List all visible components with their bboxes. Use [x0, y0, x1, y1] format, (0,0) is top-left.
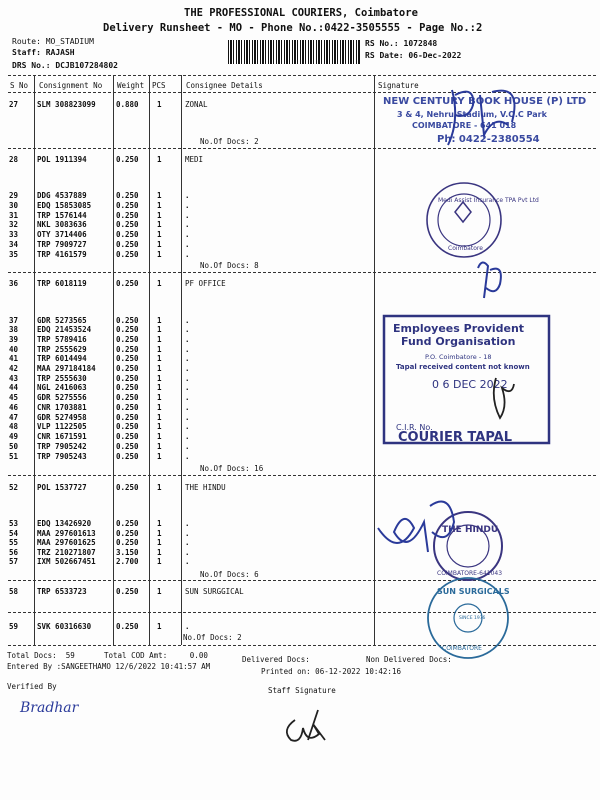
- table-cell-sno: 53: [9, 519, 19, 528]
- stamp-line: C.I.R. No.: [396, 423, 433, 432]
- table-cell-pcs: 1: [157, 548, 162, 557]
- stamp-line: NEW CENTURY BOOK HOUSE (P) LTD: [383, 96, 587, 107]
- table-cell-pcs: 1: [157, 374, 162, 383]
- signature-scribble: [448, 90, 515, 145]
- table-cell-pcs: 1: [157, 383, 162, 392]
- table-cell-wt: 0.250: [116, 240, 139, 249]
- table-cell-cno: OTY 3714406: [37, 230, 87, 239]
- table-cell-sno: 42: [9, 364, 19, 373]
- doc-count: No.Of Docs: 8: [200, 261, 259, 270]
- signature-scribble: [494, 378, 514, 418]
- table-cell-sno: 35: [9, 250, 19, 259]
- table-cell-cons: .: [185, 557, 190, 566]
- stamp-line: Ph: 0422-2380554: [437, 134, 540, 145]
- table-cell-cno: NKL 3083636: [37, 220, 87, 229]
- table-cell-cons: .: [185, 393, 190, 402]
- table-cell-cons: MEDI: [185, 155, 204, 164]
- table-cell-sno: 36: [9, 279, 19, 288]
- table-cell-wt: 0.250: [116, 279, 139, 288]
- table-cell-wt: 0.250: [116, 335, 139, 344]
- table-cell-pcs: 1: [157, 403, 162, 412]
- table-cell-pcs: 1: [157, 316, 162, 325]
- col-signature: Signature: [378, 81, 419, 90]
- table-cell-cons: .: [185, 201, 190, 210]
- hindu-stamp: [434, 512, 502, 580]
- table-cell-wt: 0.250: [116, 422, 139, 431]
- table-cell-cons: .: [185, 519, 190, 528]
- table-cell-cno: MAA 297184184: [37, 364, 96, 373]
- table-cell-cons: .: [185, 230, 190, 239]
- table-cell-cons: .: [185, 374, 190, 383]
- stamp-date: 0 6 DEC 2022: [432, 378, 508, 391]
- table-cell-sno: 49: [9, 432, 19, 441]
- table-cell-wt: 0.250: [116, 393, 139, 402]
- table-cell-wt: 0.250: [116, 622, 139, 631]
- col-weight: Weight: [117, 81, 145, 90]
- table-cell-wt: 0.250: [116, 230, 139, 239]
- table-cell-sno: 40: [9, 345, 19, 354]
- col-consignee: Consignee Details: [186, 81, 263, 90]
- table-cell-sno: 46: [9, 403, 19, 412]
- table-cell-wt: 0.250: [116, 529, 139, 538]
- runsheet-subtitle: Delivery Runsheet - MO - Phone No.:0422-3505555 - Page No.:2: [103, 22, 483, 34]
- signature-scribble: [378, 502, 454, 552]
- stamp-line: 3 & 4, Nehru Stadium, V.O.C Park: [397, 110, 547, 119]
- rs-date-label: RS Date: 06-Dec-2022: [365, 51, 462, 60]
- table-cell-pcs: 1: [157, 413, 162, 422]
- table-cell-cons: .: [185, 316, 190, 325]
- col-divider-1: [34, 75, 35, 645]
- table-cell-cons: .: [185, 413, 190, 422]
- medi-assist-stamp: [427, 183, 539, 257]
- table-cell-cno: TRP 2555630: [37, 374, 87, 383]
- table-cell-cno: EDQ 15853085: [37, 201, 92, 210]
- table-cell-cons: .: [185, 383, 190, 392]
- table-cell-cno: TRP 7905242: [37, 442, 87, 451]
- table-cell-sno: 33: [9, 230, 19, 239]
- entered-by: Entered By :SANGEETHAMO 12/6/2022 10:41:57 AM: [7, 662, 211, 671]
- table-cell-wt: 0.880: [116, 100, 139, 109]
- table-cell-cons: .: [185, 432, 190, 441]
- table-cell-wt: 0.250: [116, 587, 139, 596]
- table-cell-sno: 37: [9, 316, 19, 325]
- table-cell-wt: 0.250: [116, 403, 139, 412]
- sun-city: COIMBATORE: [442, 645, 482, 652]
- medi-ring-text: Medi Assist Insurance TPA Pvt Ltd: [438, 197, 539, 204]
- table-cell-wt: 0.250: [116, 452, 139, 461]
- table-cell-sno: 27: [9, 100, 19, 109]
- table-cell-sno: 50: [9, 442, 19, 451]
- group-separator: [8, 272, 596, 273]
- table-cell-sno: 30: [9, 201, 19, 210]
- table-cell-cno: TRP 5789416: [37, 335, 87, 344]
- table-cell-pcs: 1: [157, 529, 162, 538]
- table-cell-pcs: 1: [157, 201, 162, 210]
- table-cell-cno: EDQ 21453524: [37, 325, 92, 334]
- table-cell-wt: 0.250: [116, 345, 139, 354]
- col-divider-4: [181, 75, 182, 645]
- table-cell-sno: 55: [9, 538, 19, 547]
- table-cell-cons: ZONAL: [185, 100, 208, 109]
- sun-ring-text: SUN SURGICALS: [437, 587, 510, 596]
- table-cell-wt: 0.250: [116, 519, 139, 528]
- table-cell-pcs: 1: [157, 393, 162, 402]
- epf-stamp: [384, 316, 549, 445]
- table-cell-cno: POL 1537727: [37, 483, 87, 492]
- table-cell-wt: 0.250: [116, 211, 139, 220]
- table-cell-cons: .: [185, 548, 190, 557]
- stamp-line: COIMBATORE - 641 018: [412, 121, 517, 130]
- table-cell-cno: TRP 7905243: [37, 452, 87, 461]
- table-cell-cno: TRP 6014494: [37, 354, 87, 363]
- table-cell-sno: 57: [9, 557, 19, 566]
- table-cell-cno: EDQ 13426920: [37, 519, 92, 528]
- col-pcs: PCS: [152, 81, 166, 90]
- table-cell-wt: 0.250: [116, 316, 139, 325]
- table-cell-cons: .: [185, 452, 190, 461]
- table-cell-wt: 0.250: [116, 483, 139, 492]
- col-consignment: Consignment No: [39, 81, 103, 90]
- table-cell-cno: CNR 1703881: [37, 403, 87, 412]
- col-sno: S No: [10, 81, 29, 90]
- table-cell-cno: GDR 5274958: [37, 413, 87, 422]
- col-divider-3: [149, 75, 150, 645]
- stamp-line: P.O. Coimbatore - 18: [425, 353, 492, 361]
- table-cell-cno: TRP 6018119: [37, 279, 87, 288]
- table-cell-cons: .: [185, 345, 190, 354]
- table-cell-cno: TRP 6533723: [37, 587, 87, 596]
- group-separator: [8, 148, 596, 149]
- barcode: [228, 40, 360, 64]
- table-cell-cons: PF OFFICE: [185, 279, 226, 288]
- table-cell-wt: 0.250: [116, 374, 139, 383]
- doc-count: No.Of Docs: 2: [200, 137, 259, 146]
- table-cell-wt: 0.250: [116, 383, 139, 392]
- table-cell-cno: SVK 60316630: [37, 622, 92, 631]
- hindu-ring-text: THE HINDU: [442, 525, 499, 535]
- table-cell-sno: 43: [9, 374, 19, 383]
- verified-signature: Bradhar: [20, 700, 79, 716]
- table-cell-pcs: 1: [157, 422, 162, 431]
- table-cell-pcs: 1: [157, 442, 162, 451]
- table-cell-sno: 51: [9, 452, 19, 461]
- sun-surgicals-stamp: [428, 578, 510, 658]
- delivered-docs: Delivered Docs:: [242, 655, 310, 664]
- table-cell-sno: 59: [9, 622, 19, 631]
- col-divider-5: [374, 75, 375, 645]
- stamp-line: Employees Provident: [393, 322, 525, 335]
- header-top-rule: [8, 75, 596, 76]
- table-cell-cno: VLP 1122505: [37, 422, 87, 431]
- route-label: Route: MO_STADIUM: [12, 37, 94, 46]
- table-cell-pcs: 1: [157, 483, 162, 492]
- table-cell-wt: 3.150: [116, 548, 139, 557]
- table-cell-cno: MAA 297601625: [37, 538, 96, 547]
- table-cell-cno: TRP 2555629: [37, 345, 87, 354]
- table-cell-wt: 0.250: [116, 364, 139, 373]
- table-cell-pcs: 1: [157, 211, 162, 220]
- total-cod: Total COD Amt: 0.00: [104, 651, 208, 660]
- table-cell-pcs: 1: [157, 240, 162, 249]
- table-cell-cno: TRZ 210271807: [37, 548, 96, 557]
- table-cell-sno: 56: [9, 548, 19, 557]
- table-cell-pcs: 1: [157, 452, 162, 461]
- table-cell-sno: 44: [9, 383, 19, 392]
- table-cell-wt: 0.250: [116, 250, 139, 259]
- table-cell-cons: .: [185, 240, 190, 249]
- table-cell-wt: 0.250: [116, 432, 139, 441]
- staff-label: Staff: RAJASH: [12, 48, 75, 57]
- doc-count: No.Of Docs: 6: [200, 570, 259, 579]
- table-cell-wt: 0.250: [116, 442, 139, 451]
- group-separator: [8, 580, 596, 581]
- table-cell-pcs: 1: [157, 230, 162, 239]
- table-cell-sno: 48: [9, 422, 19, 431]
- table-cell-cons: .: [185, 403, 190, 412]
- table-cell-pcs: 1: [157, 191, 162, 200]
- table-cell-pcs: 1: [157, 325, 162, 334]
- table-cell-pcs: 1: [157, 538, 162, 547]
- table-cell-cons: .: [185, 529, 190, 538]
- table-cell-cno: TRP 7909727: [37, 240, 87, 249]
- table-cell-cons: .: [185, 422, 190, 431]
- table-cell-pcs: 1: [157, 622, 162, 631]
- table-cell-cons: .: [185, 211, 190, 220]
- table-cell-wt: 0.250: [116, 201, 139, 210]
- table-cell-sno: 45: [9, 393, 19, 402]
- table-cell-sno: 34: [9, 240, 19, 249]
- stamp-line: Tapal received content not known: [396, 363, 530, 371]
- total-docs: Total Docs: 59: [7, 651, 75, 660]
- table-cell-cno: GDR 5275556: [37, 393, 87, 402]
- table-cell-wt: 0.250: [116, 155, 139, 164]
- table-cell-cons: .: [185, 442, 190, 451]
- header-bottom-rule: [8, 92, 596, 93]
- table-cell-pcs: 1: [157, 519, 162, 528]
- table-cell-pcs: 1: [157, 364, 162, 373]
- table-cell-cno: SLM 308823099: [37, 100, 96, 109]
- table-cell-wt: 0.250: [116, 191, 139, 200]
- table-cell-wt: 0.250: [116, 220, 139, 229]
- table-cell-cons: .: [185, 250, 190, 259]
- non-delivered-docs: Non Delivered Docs:: [366, 655, 452, 664]
- drs-label: DRS No.: DCJB107284802: [12, 61, 118, 70]
- table-cell-cno: CNR 1671591: [37, 432, 87, 441]
- table-cell-cons: .: [185, 220, 190, 229]
- printed-on: Printed on: 06-12-2022 10:42:16: [261, 667, 401, 676]
- medi-city: Coimbatore: [448, 245, 483, 252]
- table-cell-wt: 2.700: [116, 557, 139, 566]
- table-cell-cons: .: [185, 354, 190, 363]
- table-cell-sno: 28: [9, 155, 19, 164]
- table-cell-pcs: 1: [157, 345, 162, 354]
- table-cell-pcs: 1: [157, 220, 162, 229]
- table-cell-pcs: 1: [157, 557, 162, 566]
- table-cell-cno: TRP 4161579: [37, 250, 87, 259]
- table-cell-cno: DDG 4537889: [37, 191, 87, 200]
- doc-count: No.Of Docs: 2: [183, 633, 242, 642]
- table-cell-pcs: 1: [157, 155, 162, 164]
- table-cell-cno: IXM 502667451: [37, 557, 96, 566]
- table-cell-cons: .: [185, 622, 190, 631]
- table-cell-cons: .: [185, 325, 190, 334]
- company-title: THE PROFESSIONAL COURIERS, Coimbatore: [184, 7, 418, 19]
- sun-center: SINCE 1976: [459, 616, 486, 621]
- table-cell-wt: 0.250: [116, 413, 139, 422]
- table-cell-cons: .: [185, 191, 190, 200]
- table-cell-sno: 39: [9, 335, 19, 344]
- table-cell-sno: 38: [9, 325, 19, 334]
- table-cell-cons: .: [185, 335, 190, 344]
- hindu-city: COIMBATORE-641043: [437, 570, 503, 577]
- table-cell-cons: SUN SURGGICAL: [185, 587, 244, 596]
- new-century-stamp: [383, 96, 586, 145]
- col-divider-2: [113, 75, 114, 645]
- table-cell-pcs: 1: [157, 432, 162, 441]
- rs-no-label: RS No.: 1072848: [365, 39, 438, 48]
- table-cell-cno: MAA 297601613: [37, 529, 96, 538]
- table-cell-sno: 58: [9, 587, 19, 596]
- table-cell-pcs: 1: [157, 335, 162, 344]
- table-cell-pcs: 1: [157, 279, 162, 288]
- table-cell-cons: .: [185, 538, 190, 547]
- table-cell-pcs: 1: [157, 250, 162, 259]
- doc-count: No.Of Docs: 16: [200, 464, 264, 473]
- table-cell-sno: 29: [9, 191, 19, 200]
- table-cell-cno: GDR 5273565: [37, 316, 87, 325]
- table-cell-cons: .: [185, 364, 190, 373]
- table-cell-cno: POL 1911394: [37, 155, 87, 164]
- table-bottom-rule: [8, 645, 596, 646]
- table-cell-cno: NGL 2416063: [37, 383, 87, 392]
- table-cell-sno: 47: [9, 413, 19, 422]
- signature-scribble: [478, 262, 501, 298]
- table-cell-sno: 52: [9, 483, 19, 492]
- table-cell-sno: 31: [9, 211, 19, 220]
- staff-signature-scribble: [287, 710, 325, 741]
- table-cell-wt: 0.250: [116, 354, 139, 363]
- table-cell-sno: 32: [9, 220, 19, 229]
- group-separator: [8, 612, 596, 613]
- verified-by: Verified By: [7, 682, 57, 691]
- table-cell-pcs: 1: [157, 354, 162, 363]
- table-cell-wt: 0.250: [116, 538, 139, 547]
- table-cell-pcs: 1: [157, 587, 162, 596]
- staff-signature-label: Staff Signature: [268, 686, 336, 695]
- stamp-line: COURIER TAPAL: [398, 430, 513, 445]
- table-cell-cno: TRP 1576144: [37, 211, 87, 220]
- table-cell-sno: 41: [9, 354, 19, 363]
- table-cell-wt: 0.250: [116, 325, 139, 334]
- stamp-line: Fund Organisation: [401, 335, 516, 348]
- table-cell-pcs: 1: [157, 100, 162, 109]
- table-cell-cons: THE HINDU: [185, 483, 226, 492]
- group-separator: [8, 475, 596, 476]
- table-cell-sno: 54: [9, 529, 19, 538]
